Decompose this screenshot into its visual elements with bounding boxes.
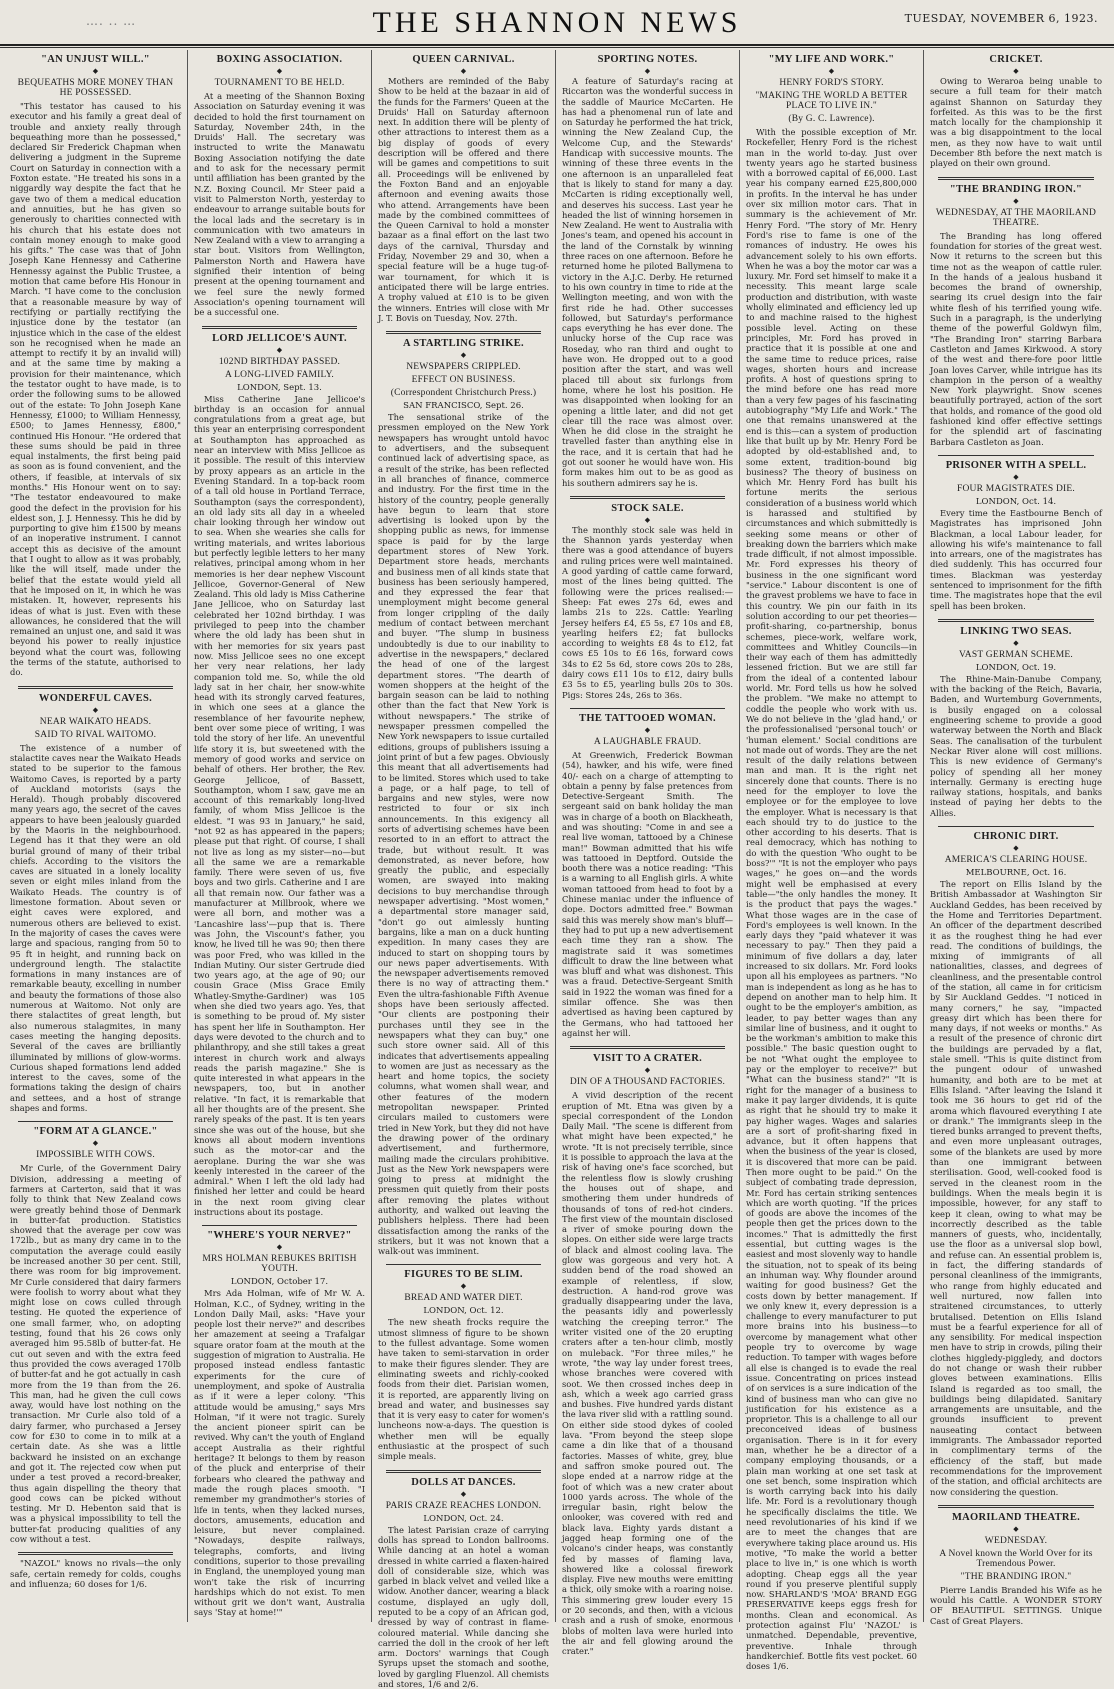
column-divider	[18, 1552, 173, 1555]
ornament-icon: ◆	[644, 67, 651, 75]
headline: LINKING TWO SEAS.	[960, 625, 1072, 637]
article-body: Every time the Eastbourne Bench of Magistrates has imprisoned John Blackman, a local Labour leader, for allowing his wife's maintenance to fall into arrears, one of the magistrates has died suddenly. This has occurred four times. Blackman was yesterday sentenced to imprisonment for the fifth time. The magistrates hope that the evil spell has been broken.	[930, 507, 1102, 611]
dateline: LONDON, Sept. 13.	[237, 382, 322, 393]
article-body: A feature of Saturday's racing at Riccarton was the wonderful success in the saddle of Maurice McCarten. He has had a phenomenal run of late and on Saturday he performed the hat trick, winning the New Zealand Cup, the Welcome Cup, and the Stewards' Handicap with successive mounts. The winning of these three events in the one afternoon is an unparalleled feat that is likely to stand for many a day. McCarten is riding exceptionally well, and deserves his success. Last year he headed the list of winning horsemen in New Zealand. He went to Australia with Jones's team, and opened his account in the land of the Cornstalk by winning three races on one afternoon. Before he returned home he piloted Ballymena to victory in the A.J.C. Derby. He returned to his own country in time to ride at the Wellington meeting, and won with the first ride he had. Other successes followed, but Saturday's performance caps everything he has ever done. The unlucky horse of the Cup race was Roseday, who ran third and ought to have won. He dropped out to a good position after the start, and was well placed till about six furlongs from home, where he lost his position. He was disappointed when looking for an opening a little later, and did not get clear till the race was almost over. When he did close in the straight he travelled faster than anything else in the race, and it is certain that had he got out sooner he would have won. His form makes him out to be as good as his southern admirers say he is.	[562, 76, 733, 488]
masthead	[0, 0, 1114, 46]
article-body: Miss Catherine Jane Jellicoe's birthday is an occasion for annual congratulations from a great age, but this year an enterprising correspondent at Southampton has approached as near an interview with Miss Jellicoe as it possible. The result of this interview by proxy appears as an article in the Evening Standard. In a top-back room of a tall old house in Portland Terrace, Southampton (says the correspondent), an old lady sits all day in a wheeled chair looking through her window out to sea. When she wearies she calls for writing materials, and writes laborious but perfectly legible letters to her many relatives, principal among whom in her memories is her dear nephew Viscount Jellicoe, Governor-General of New Zealand. This old lady is Miss Catherine Jane Jellicoe, who on Saturday last celebrated her 102nd birthday. I was privileged to peep into the chamber where the old lady has been shut in with her memories for six years past now. Miss Jellicoe sees no one except her very near relations, her lady companion told me. So, while the old lady sat in her chair, her snow-white head with its strongly carved features, in which one sees at a glance the resemblance of her favourite nephew, bent over some piece of writing, I was told the story of her life. An uneventful life story it is, but sweetened with the memory of good works and service on behalf of others. Her brother, the Rev. George Jellicoe, of Bassett, Southampton, whom I saw, gave me an account of this remarkably long-lived family, of whom Miss Jellicoe is the eldest. "I was 93 in January," he said, "not 92 as has appeared in the papers; please put that right. Of course, I shall not live as long as my sister—no—but all the same we are a remarkable family. There were seven of us, five boys and two girls. Catherine and I are all that remain now. Our father was a manufacturer at Millbrook, where we were all born, and mother was a 'Lancashire lass'—pup that is. There was John, the Viscount's father, you know, he lived till he was 90; then there was poor Fred, who was killed in the Indian Mutiny. Our sister Gertrude died two years ago, at the age of 90; our cousin Grace (Miss Grace Emily Whatley-Smythe-Gardiner) was 105 when she died two years ago. Yes, that is something to be proud of. My sister has spent her life in Southampton. Her days were devoted to the church and to philanthropy, and she still takes a great interest in church work and always reads the parish magazine." She is quite interested in what appears in the newspapers, too, but in another relative. "In fact, it is remarkable that all her thoughts are of the present. She rarely speaks of the past. It is ten years since she was out of the house, but she knows all about modern inventions such as the motor-car and the aeroplane. During the war she was keenly interested in the career of the admiral." When I left the old lady had finished her letter and could be heard in the next room giving clear instructions about its postage.	[194, 393, 365, 1217]
article-body: With the possible exception of Mr. Rockefeller, Henry Ford is the richest man in the world to-day. Just over twenty years ago he started business with a borrowed capital of £6,000. Last year his company earned £25,800,000 in profits. In the interval he has under over six million motor cars. That in summary is the achievement of Mr. Henry Ford. "The story of Mr. Henry Ford's rise to fame is one of the romances of industry. He owes his advancement solely to his own efforts. When he was a boy the motor car was a luxury. Mr. Ford set himself to make it a necessity. This meant large scale production and distribution, with waste wholly eliminated and efficiency led up to and machine raised to the highest possible level. Acting on these principles, Mr. Ford has proved in practice that it is possible at one and the same time to reduce prices, raise wages, shorten hours and increase profits. A host of questions spring to the mind before one has read more than a very few pages of his fascinating autobiography "My Life and Work." The one that remains unanswered at the end is this—can a system of production like that built up by Mr. Henry Ford be adopted by old-established and, to some extent, tradition-bound big business? The theory of business on which Mr. Henry Ford has built his fortune merits the serious consideration of a business world which is harassed and stultified by circumstances and which submittedly is seeking some means or other of breaking down the barriers which make trade difficult, if not almost impossible. Mr. Ford expresses his theory of business in the one significant word "service." Labour discontent is one of the gravest problems we have to face in this country. We pin our faith in its solution according to our pet theories—profit-sharing, co-partnership, bonus schemes, piece-work, welfare work, committees and Whitley Councils—in their way each of them has admittedly lessened friction. But we are still far from the ideal of a contented labour world. Mr. Ford tells us how he solved the problem. "We make no attempt to coddle the people who work with us. We do not believe in the 'glad hand,' or the professionalised 'personal touch' or 'human element.' Social conditions are not made out of words. They are the net result of the daily relations between man and man. It is the right net sincerely done that counts. There is no need for the employer to love the employee or for the employee to love the employer. What is necessary is that each should try to do justice to the other according to his deserts. That is real democracy, which has nothing to do with the question 'Who ought to be boss?'" "It is not the employer who pays wages," he goes on—and the words might well be emphasised at every table—"the only handles the money. It is the product that pays the wages." What those wages are in the case of Ford's employees is well known. In the early days they "paid whatever it was necessary to pay." Then they paid a minimum of five dollars a day, later increased to six dollars. Mr. Ford looks upon all his employees as partners. "No man is independent as long as he has to depend on another man to help him. It ought to be the employer's ambition, as leader, to pay better wages than any similar line of business, and it ought to be the workman's ambition to make this possible." The basic question ought to be not "What ought the employee to pay or the employer to receive?" but "What can the business stand?" "It is right for the manager of a business to make it pay larger dividends, it is quite as right that he should try to make it pay higher wages. Wages and salaries are a sort of profit-sharing fixed in advance, but it often happens that when the business of the year is closed, it is discovered that more can be paid. Then more ought to be paid." On the subject of combating trade depression, Mr. Ford has certain striking sentences which are worth quoting. "If the prices of goods are above the incomes of the people then get the prices down to the incomes." That is admittedly the first essential, but cutting wages is the easiest and most slovenly way to handle the situation, not to speak of its being an inhuman way. Why flounder around waiting for good business? Get the costs down by better management. If we only knew it, every depression is a challenge to every manufacturer to put more brains into his business—to overcome by management what other people try to overcome by wage reduction. To tamper with wages before all else is changed is to evade the real issue. Concentrating on prices instead of on services is a sure indication of the kind of business man who can give no justification for his existence as a proprietor. This is a challenge to all our preconceived ideas of business organisation. There is in it for every man, whether he be a director of a company employing thousands, or a plain man working at one set task at one set bench, some inspiration which is worth carrying back into his daily life. Mr. Ford is a revolutionary though he specifically disclaims the title. We need revolutionaries of his kind if we are to meet the changes that are everywhere taking place around us. His motive, "To make the world a better place to live in," is one which is worth adopting. Cheap eggs all the year round if you preserve plentiful supply now. SHARLAND'S 'MOA' BRAND EGG PRESERVATIVE keeps eggs fresh for months. Clean and economical. As protection against Flu' 'NAZOL' is unmatched. Dependable, preventive, preventive. Inhale through handkerchief. Bottle fits vest pocket. 60 doses 1/6.	[746, 127, 917, 1672]
article	[378, 1470, 549, 1689]
subheadline: BEQUEATHS MORE MONEY THAN HE POSSESSED.	[17, 78, 174, 98]
ornament-icon: ◆	[276, 1243, 283, 1252]
ornament-icon: ◆	[1013, 844, 1019, 853]
column-divider	[570, 496, 725, 499]
article	[930, 177, 1102, 447]
article-body: The new sheath frocks require the utmost slimness of figure to be shown to the fullest advantage. Some women have taken to semi-starvation in order to make their figures slender. They are eliminating sweets and richly-cooked foods from their diet. Parisian women, it is reported, are apparently living on bread and water, and businesses say that it is very easy to cater for women's luncheons now-a-days. The question is whether men will be equally enthusiastic at the prospect of such simple meals.	[378, 1317, 549, 1462]
column-divider	[938, 177, 1094, 180]
article-body: Mothers are reminded of the Baby Show to be held at the bazaar in aid of the funds for the Farmers' Queen at the Druids' Hall on Saturday afternoon next. In addition there will be plenty of other attractions to interest them as a big display of goods of every description will be offered and there will be games and competitions to suit all. Proceedings will be enlivened by the Foxton Band and an enjoyable afternoon and evening awaits those who attend. Arrangements have been made by the combined committees of the Queen Carnival to hold a monster bazaar as a final effort on the last two days of the carnival, Thursday and Friday, November 29 and 30, when a special feature will be a huge tug-of-war tournament, for which it is anticipated there will be large entries. A trophy valued at £10 is to be given the winners. Entries will close with Mr J. T. Bovis on Tuesday, Nov. 27th.	[378, 76, 549, 323]
article-body: At Greenwich, Frederick Bowman (54), hawker, and his wife, were fined 40/- each on a charge of attempting to obtain a penny by false pretences from Detective-Sergeant Smith. The sergeant said on bank holiday the man was in charge of a booth on Blackheath, and was shouting: "Come in and see a real live woman, tattooed by a Chinese man!" Bowman admitted that his wife was tattooed in Deptford. Outside the booth there was a notice reading: "This is a warning to all English girls. A white woman tattooed from head to foot by a Chinese maniac under the influence of dope. Doctors admitted free." Bowman said this was merely show man's bluff—they had to put up a new advertisement each time they ran a show. The magistrate said it was sometimes difficult to draw the line between what was bluff and what was dishonest. This was a fraud. Detective-Sergeant Smith said in 1922 the woman was fined for a similar offence. She was then advertised as having been captured by the Germans, who had tattooed her against her will.	[562, 749, 733, 1038]
column-divider	[938, 619, 1094, 622]
headline: STOCK SALE.	[611, 502, 684, 514]
article	[930, 54, 1102, 169]
headline: CHRONIC DIRT.	[973, 831, 1059, 843]
article-body: Pierre Landis Branded his Wife as he would his Cattle. A WONDER STORY OF BEAUTIFUL SETTINGS. Unique Cast of Great Players.	[930, 1584, 1102, 1626]
subheadline: FOUR MAGISTRATES DIE.	[957, 483, 1075, 494]
article-body: The existence of a number of stalactite caves near the Waikato Heads stated to be superior to the famous Waitomo Caves, is reported by a party of Auckland motorists (says the Herald). Though probably discovered many years ago, the secret of the caves appears to have been jealously guarded by the Maoris in the neighbourhood. Legend has it that they were an old burial ground of many of their tribal chiefs. According to the visitors the caves are situated in a lonely locality seven or eight miles inland from the Waikato Heads. The country is of limestone formation. About seven or eight caves were explored, and numerous others are believed to exist. In the majority of cases the caves were large and spacious, ranging from 50 to 95 ft in height, and running back on underground length. The stalactite formations in many instances are of remarkable beauty, excelling in number and beauty the formations of those also numerous at Waitomo. Not only are there stalactites of great length, but also numerous stalagmites, in many cases meeting the hanging deposits. Several of the caves are brilliantly illuminated by millions of glow-worms. Curious shaped formations lend added interest to the caves, some of the formations taking the design of chairs and settees, and a host of strange shapes and forms.	[10, 742, 181, 1114]
ornament-icon: ◆	[828, 67, 835, 75]
ornament-icon: ◆	[1013, 67, 1019, 75]
column-6	[924, 50, 1108, 1626]
article-body: The monthly stock sale was held in the Shannon yards yesterday when there was a good attendance of buyers and ruling prices were well maintained. A good yarding of cattle came forward, most of the lines being quitted. The following were the prices realised:—Sheep: Fat ewes 27s 6d, ewes and lambs 21s to 22s. Cattle: Yearling Jersey heifers £4, £5 5s, £7 10s and £8, yearling heifers £2; fat bullocks according to weights £8 4s to £12, fat cows £5 10s to £6 16s, forward cows 34s to £2 5s 6d, store cows 20s to 28s, dairy cows £11 10s to £12, dairy bulls £3 5s to £5, yearling bulls 20s to 30s. Pigs: Stores 24s, 26s to 36s.	[562, 524, 733, 700]
masthead-left-text: …. .. …	[86, 14, 137, 28]
article-body: Mrs Ada Holman, wife of Mr W. A. Holman, K.C., of Sydney, writing in the London Daily Mail, asks: "Have your people lost their nerve?" and describes her amazement at seeing a Trafalgar square orator foam at the mouth at the suggestion of migration to Australia. He proposed instead endless fantastic experiments for the cure of unemployment, and spoke of Australia as if it were a leper colony. "This attitude would be amusing," says Mrs Holman, "if it were not tragic. Surely the ancient pioneer spirit can be revived. Why can't the youth of England accept Australia as their rightful heritage? It belongs to them by reason of the pluck and enterprise of their forbears who cleared the pathway and made the rough places smooth. "I remember my grandmother's stories of life in tents, when they lacked nurses, doctors, amusements, education and leisure, but never complained. "Nowadays, despite railways, telegraphs, comforts, and living conditions, superior to those prevailing in England, the unemployed young man won't take the risk of incurring hardships which do not exist. To men without grit we don't want, Australia says 'Stay at home!'"	[194, 1288, 365, 1618]
ornament-icon: ◆	[644, 1066, 651, 1075]
headline: FIGURES TO BE SLIM.	[404, 1269, 523, 1281]
article-body: At a meeting of the Shannon Boxing Association on Saturday evening it was decided to hold the first tournament on Saturday, November 24th, in the Druids' Hall. The secretary was instructed to write the Manawatu Boxing Association notifying the date and to ask for the necessary permit until affiliation has been granted by the N.Z. Boxing Council. Mr Steer paid a visit to Palmerston North, yesterday to endeavour to arrange suitable bouts for the local lads and the secretary is in communication with two amateurs in New Zealand with a view to arranging a star bout. Visitors from Wellington, Palmerston North and Hawera have signified their intention of being present at the opening tournament and we feel sure the newly formed Association's opening tournament will be a successful one.	[194, 91, 366, 318]
subheadline: (Correspondent Christchurch Press.)	[390, 388, 537, 399]
subheadline: A LONG-LIVED FAMILY.	[224, 369, 335, 380]
column-divider	[202, 326, 357, 329]
subheadline: DIN OF A THOUSAND FACTORIES.	[569, 1077, 726, 1088]
article	[562, 708, 733, 1038]
column-divider	[202, 1225, 357, 1226]
ornament-icon: ◆	[92, 1139, 99, 1148]
subheadline: NEAR WAIKATO HEADS.	[39, 716, 152, 727]
dateline: LONDON, Oct. 24.	[423, 1513, 504, 1524]
headline: QUEEN CARNIVAL.	[412, 54, 515, 65]
headline: PRISONER WITH A SPELL.	[945, 459, 1087, 471]
subheadline: "MAKING THE WORLD A BETTER PLACE TO LIVE IN."	[755, 91, 908, 111]
subheadline: AMERICA'S CLEARING HOUSE.	[944, 855, 1088, 866]
column-divider	[386, 331, 541, 334]
issue-date: TUESDAY, NOVEMBER 6, 1923.	[904, 12, 1098, 25]
subheadline: HENRY FORD'S STORY.	[779, 78, 884, 88]
masthead-rule	[0, 47, 1114, 48]
subheadline: VAST GERMAN SCHEME.	[958, 649, 1074, 660]
headline: "THE BRANDING IRON."	[949, 183, 1083, 195]
article	[930, 619, 1102, 818]
dateline: LONDON, Oct. 19.	[975, 662, 1057, 673]
subheadline: TOURNAMENT TO BE HELD.	[214, 78, 345, 88]
column-2	[188, 50, 372, 1622]
ornament-icon: ◆	[1013, 638, 1019, 647]
newspaper-title: THE SHANNON NEWS	[372, 6, 742, 39]
headline: "WHERE'S YOUR NERVE?"	[207, 1230, 352, 1242]
dateline: MELBOURNE, Oct. 16.	[965, 868, 1067, 879]
subheadline: NEWSPAPERS CRIPPLED.	[406, 362, 521, 373]
article-body: "This testator has caused to his executor and his family a great deal of trouble and anxiety really through bequeathing more than he possessed," declared Sir Frederick Chapman when delivering a judgment in the Supreme Court on Saturday in connection with a Foxton estate. "He treated his sons in a niggardly way despite the fact that he gave two of them a medical education and annuities, but he has given so generously to charities connected with his church that his estate does not contain money enough to make good his gifts." The case was that of John Joseph Kane Hennessy and Catherine Hennessy against the Public Trustee, a motion that came before His Honour in March. "I have come to the conclusion that a reasonable measure by way of rectifying or partially rectifying the injustice done by the testator (an injustice which in the case of the eldest son he recognised when he made an attempt to rectify it by an invalid will) and at the same time by making a provision for their maintenance, which the testator ought to have made, is to order the following sums to be allowed out of the estate: To John Joseph Kane Hennessy, £1000; to William Hennessy, £500; to James Hennessy, £800," continued His Honour. "He ordered that these sums should be paid in three equal instalments, the first being paid as soon as is found convenient, and the others, if feasible, at intervals of six months." His Honour went on to say: "The testator endeavoured to make good the defect in the provision for his eldest son, J. J. Hennessy. This he did by purporting to give him £1500 by means of an inoperative instrument. I cannot accept this as decisive of the amount that I ought to allow as it was probably, like the will itself, made under the belief that the estate would yield all that he imposed on it, in which he was mistaken. It, however, represents his ideas of what is just. Even with these allowances, he considered that the will remained an unjust one, and said it was beyond his power to really injustice beyond what the court was, following the terms of the statute, authorised to do.	[10, 101, 181, 678]
ornament-icon: ◆	[276, 67, 283, 75]
subheadline: PARIS CRAZE REACHES LONDON.	[385, 1500, 542, 1511]
ornament-icon: ◆	[92, 67, 99, 75]
page-columns	[4, 50, 1110, 1689]
headline: "AN UNJUST WILL."	[41, 54, 150, 65]
article-body: The latest Parisian craze of carrying dolls has spread to London ballrooms. While dancing at an hotel a woman dressed in white carried a flaxen-haired doll of considerable size, which was garbed in black velvet and veiled like a widow. Another dancer, wearing a black costume, displayed an ugly doll, reputed to be a copy of an African god, dressed by way of contrast in flame-coloured material. While dancing she carried the doll in the crook of her left arm. Doctors' warnings that Cough Syrups upset the stomach and soothe, loved by gargling Fluenzol. All chemists and stores, 1/6 and 2/6.	[378, 1524, 549, 1689]
article	[10, 686, 181, 1114]
article-body: A vivid description of the recent eruption of Mt. Etna was given by a special correspondent of the London Daily Mail. "The scene is different from what might have been expected," he wrote. "It is not precisely terrible, since it is possible to approach the lava at the risk of having one's face scorched, but the relentless flow is slowly crushing the houses out of shape, and smothering them under hundreds of thousands of tons of red-hot cinders. The first view of the mountain disclosed a river of smoke pouring down the slopes. On either side were large tracts of black and almost cooling lava. The glow was gorgeous and very hot. A sudden bend of the road showed an example of relentless, if slow, destruction. A hand-rod grove was gradually disappearing under the lava, the peasants idly and powerlessly watching the creeping terror." The writer visited one of the 20 erupting craters after a ten-hour climb, mostly on muleback. "For three miles," he wrote, "the way lay under forest trees, whose branches were covered with soot. We then crossed inches deep in ash, which a week ago carried grass and bushes. Five hundred yards distant the lava river slid with a rattling sound. On either side stood dykes of cooled lava. "From beyond the steep slope came a din like that of a thousand factories. Masses of white, grey, blue and saffron smoke poured out. The slope ended at a narrow ridge at the foot of which was a new crater about 1000 yards across. The whole of the irregular basin, right below the onlooker, was covered with red and black lava. Eighty yards distant a jagged heap forming one of the volcano's cinder heaps, was constantly fed by masses of flaming lava, showered like a colossal firework display. Five new mouths were emitting a thick, oily smoke with a roaring noise. This simmering grew louder every 15 or 20 seconds, and then, with a vicious crash and a rush of smoke, enormous blobs of molten lava were hurled into the air and fell glowing around the crater."	[562, 1090, 733, 1657]
ornament-icon: ◆	[644, 515, 651, 524]
subheadline: 102ND BIRTHDAY PASSED.	[218, 356, 341, 367]
subheadline: MRS HOLMAN REBUKES BRITISH YOUTH.	[202, 1254, 357, 1275]
headline: WONDERFUL CAVES.	[38, 692, 153, 704]
column-divider	[938, 826, 1094, 827]
ornament-icon: ◆	[460, 1489, 467, 1498]
ornament-icon: ◆	[644, 725, 651, 734]
subheadline: WEDNESDAY.	[984, 1535, 1048, 1546]
article-body: The report on Ellis Island by the British Ambassador at Washington Sir Auckland Geddes, has been received by the Home and Territories Department. An officer of the department described it as the roughest thing he had ever read. The conditions of buildings, the mixing of immigrants of all nationalities, classes, and degrees of cleanliness, and the presentable control of the station, all came in for criticism by Sir Auckland Geddes. "I noticed in many corners," he say, "impacted greasy dirt which has been there for many days, if not weeks or months." As a result of the presence of chronic dirt the buildings are pervaded by a flat, stale smell. "This is quite distinct from the pungent odour of unwashed humanity, and both are to be met at Ellis Island. "After leaving the Island it took me 36 hours to get rid of the aroma which flavoured everything I ate or drank." The immigrants sleep in the tiered bunks arranged to prevent thefts, and even more unpleasant outrages, some of the blankets are used by more than one immigrant between sterilisation. Good, well-cooked food is served in the cleanest room in the buildings. When the meals begin it is impossible, however, for any staff to keep it clean, owing to what may be incorrectly described as the table manners of guests, who, incidentally, use the floor as a universal slop bowl, and refuse can. An essential problem is, in fact, the differing standards of personal cleanliness of the immigrants, who range from highly educated and well nurtured, now fallen into straitened circumstances, to utterly brutalised. Detention on Ellis Island must be a fearful experience for all of any sensibility. For medical inspection men have to strip in crowds, piling their clothes higgledy-piggledy, and doctors do not change or wash their rubber gloves between examinations. Ellis Island is regarded as too small, the buildings being dilapidated. Sanitary arrangements are unsuitable, and the grounds insufficient to prevent nauseating contact between immigrants. The Ambassador reported in complimentary terms of the efficiency of the staff, but made recommendations for the improvement of the station, and official architects are now considering the question.	[930, 879, 1102, 1497]
dateline: SAN FRANCISCO, Sept. 26.	[403, 401, 524, 412]
column-divider	[386, 1470, 541, 1473]
column-divider	[18, 1121, 173, 1122]
subheadline: A LAUGHABLE FRAUD.	[593, 736, 702, 747]
article-body: Mr Curle, of the Government Dairy Division, addressing a meeting of farmers at Carterton, said that it was folly to think that New Zealand cows were greatly behind those of Denmark in butter-fat production. Statistics showed that the average per cow was 172lb., but as many dry came in to the computation the average could easily be increased another 30 per cent. Still, there was room for big improvement. Mr Curle considered that dairy farmers were foolish to worry about what they might lose on cows culled through testing. He quoted the experience of one small farmer, who, on adopting testing, found that his 26 cows only averaged him 95.58lb of butter-fat. He cut out seven and with the extra feed thus provided the cows averaged 170lb of butter-fat and he got actually in cash more from the 19 than from the 26. This man, had he given the cull cows away, would have lost nothing on the transaction. Mr Curle also told of a dairy farmer, who purchased a Jersey cow for £30 to come in to milk at a certain date. As she was a little backward he insisted on an exchange and got it. The rejected cow when put under a test proved a record-breaker, thus again dispelling the theory that good cows can be picked without testing. Mr D. Hebenton said that is was a physical impossibility to tell the butter-fat producing qualities of any cow without a test.	[10, 1163, 181, 1544]
column-divider	[570, 1046, 725, 1049]
headline: VISIT TO A CRATER.	[592, 1053, 703, 1065]
ornament-icon: ◆	[460, 67, 467, 75]
subheadline: WEDNESDAY, AT THE MAORILAND THEATRE.	[935, 207, 1097, 228]
subheadline: EFFECT ON BUSINESS.	[411, 375, 516, 386]
column-1	[4, 50, 188, 1622]
article-body: Owing to Weraroa being unable to secure a full team for their match against Shannon on Saturday they forfeited. As this was to be the first match locally for the championship it was a big disappointment to the local men, as they now have to wait until December 8th before the next match is played on their own ground.	[930, 76, 1102, 169]
ornament-icon: ◆	[1013, 472, 1019, 481]
headline: CRICKET.	[989, 54, 1043, 65]
article	[378, 1264, 549, 1461]
column-divider	[386, 1264, 541, 1265]
column-4	[556, 50, 740, 1657]
headline: A STARTLING STRIKE.	[403, 338, 524, 350]
subheadline: A Novel known the World Over for its Tremendous Power.	[939, 1548, 1093, 1569]
dateline: LONDON, Oct. 12.	[423, 1306, 504, 1317]
subheadline: "THE BRANDING IRON."	[960, 1571, 1072, 1582]
subheadline: (By G. C. Lawrence).	[788, 114, 875, 124]
article	[930, 826, 1102, 1497]
headline: "MY LIFE AND WORK."	[768, 54, 895, 65]
dateline: LONDON, Oct. 14.	[975, 496, 1057, 507]
headline: LORD JELLICOE'S AUNT.	[212, 332, 347, 344]
article	[194, 326, 365, 1218]
ornament-icon: ◆	[460, 1282, 467, 1291]
column-divider	[18, 686, 173, 689]
article	[930, 1505, 1102, 1626]
ornament-icon: ◆	[92, 705, 99, 714]
headline: SPORTING NOTES.	[597, 54, 698, 65]
ornament-icon: ◆	[460, 351, 467, 360]
headline: MAORILAND THEATRE.	[951, 1511, 1081, 1523]
headline: THE TATTOOED WOMAN.	[579, 712, 716, 724]
article	[194, 1225, 365, 1618]
article	[378, 331, 549, 1256]
headline: BOXING ASSOCIATION.	[216, 54, 343, 65]
column-3	[372, 50, 556, 1689]
article-body: The sensational strike of the pressmen employed on the New York newspapers has wrought untold havoc to advertisers, and the subsequent continued lack of advertising space, as a result of the strike, has been reflected in all branches of finance, commerce and industry. For the first time in the history of the country, people generally have begun to learn that store advertising is looked upon by the shopping public as news, for immense space is paid for by the large department stores of New York. Department store heads, merchants and business men of all kinds state that business has been seriously hampered, and they expressed the fear that unemployment might become general from longer crippling of the daily medium of contact between merchant and buyer. "The slump in business undoubtedly is due to our inability to advertise in the newspapers," declared the head of one of the largest department stores. "The dearth of women shoppers at the height of the bargain season can be laid to nothing other than the fact that New York is without newspapers." The strike of newspaper pressmen compelled the New York newspapers to issue curtailed editions, groups of publishers issuing a joint print of but a few pages. Obviously this meant that all advertisements had to be limited. Stores which used to take a page, or a half page, to tell of bargains and new styles, were now restricted to four or six inch announcements. In this exigency all sorts of advertising schemes have been resorted to in an effort to attract the trade, but without result. It was demonstrated, as never before, how greatly the public, and especially women, are swayed into making decisions to buy merchandise through newspaper advertising. "Most women," a departmental store manager said, "don't go out aimlessly hunting bargains, like a man on a duck hunting expedition. In many cases they are induced to start on shopping tours by our news paper advertisements. With the newspaper advertisements removed there is no way of attracting them." Even the ultra-fashionable Fifth Avenue shops have been seriously affected. "Our clients are postponing their purchases until they see in the newspapers what they can buy," one such store owner said. All of this indicates that advertisements appealing to women are just as necessary as the heart and home topics, the society columns, what women shall wear, and other features of the modern metropolitan newspaper. Printed circulars mailed to customers were tried in New York, but they did not have the drawing power of the ordinary advertisement, and furthermore, mailing made the circulars prohibitive. Just as the New York newspapers were going to press at midnight the pressmen quit quietly from their posts after removing the plates without authority, and walked out leaving the publishers helpless. There had been dissatisfaction among the ranks of the strikers, but it was not known that a walk-out was imminent.	[378, 412, 549, 1257]
ornament-icon: ◆	[1013, 196, 1019, 205]
headline: "FORM AT A GLANCE."	[33, 1126, 158, 1138]
article	[10, 1552, 181, 1590]
article	[194, 54, 365, 318]
article	[10, 1121, 181, 1544]
column-divider	[570, 708, 725, 709]
subheadline: IMPOSSIBLE WITH COWS.	[36, 1150, 155, 1161]
subheadline: BREAD AND WATER DIET.	[404, 1293, 523, 1304]
article	[562, 496, 733, 700]
column-divider	[938, 455, 1094, 456]
ornament-icon: ◆	[276, 345, 283, 354]
article	[562, 54, 733, 488]
column-divider	[938, 1505, 1094, 1508]
article	[746, 54, 917, 1672]
headline: DOLLS AT DANCES.	[411, 1476, 516, 1488]
article	[10, 54, 181, 678]
article-body: The Rhine-Main-Danube Company, with the backing of the Reich, Bavaria, Baden, and Wurtemburg Governments, is busily engaged on a colossal engineering scheme to provide a good waterway between the North and Black Seas. The canalisation of the turbulent Neckar River alone will cost millions. This is new evidence of Germany's policy of spending all her money internally. Germany is erecting huge railway stations, hospitals, and banks instead of paying her debts to the Allies.	[930, 673, 1102, 818]
article	[930, 455, 1102, 611]
subheadline: SAID TO RIVAL WAITOMO.	[34, 729, 157, 740]
article-body: The Branding has long offered foundation for stories of the great west. Now it returns to the screen but this time not as the weapon of cattle ruler. In the hands of a jealous husband it becomes the brand of ownership, searing its cruel design into the fair white flesh of his terrified young wife. Such in a paragraph, is the underlying theme of the powerful Goldwyn film, "The Branding Iron" starring Barbara Castleton and James Kirkwood. A story of the west and there-fore poor little Joan loves Carver, while intrigue has its champion in the person of a wealthy New York playwright. Snow scenes beautifully portrayed, action of the sort that holds, and romance of the good old fashioned kind offer effective settings for the splendid art of fascinating Barbara Castleton as Joan.	[930, 230, 1102, 447]
column-5	[740, 50, 924, 1672]
dateline: LONDON, October 17.	[230, 1277, 329, 1288]
ornament-icon: ◆	[1013, 1524, 1019, 1533]
advertisement: "NAZOL" knows no rivals—the only safe, certain remedy for colds, coughs and influenza; 60 doses for 1/6.	[10, 1559, 181, 1590]
article	[378, 54, 549, 323]
article	[562, 1046, 733, 1656]
